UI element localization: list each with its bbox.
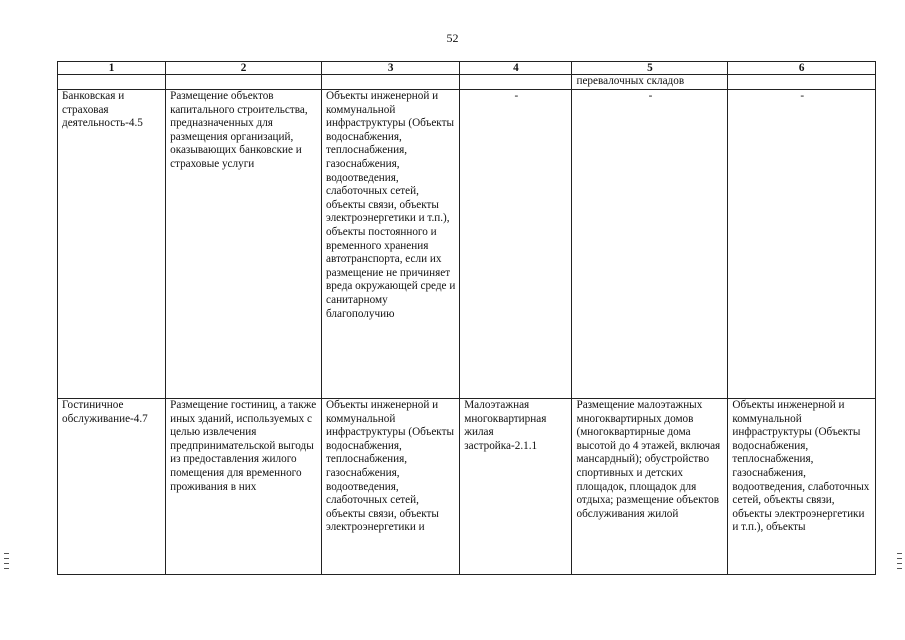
table-cell: Размещение объектов капитального строительства, предназначенных для размещения организаций, оказывающих банковские и страховые услуги — [166, 90, 322, 399]
table-cell: - — [572, 90, 728, 399]
table-cell — [728, 75, 876, 90]
table-cell: - — [460, 90, 572, 399]
table-cell: Малоэтажная многоквартирная жилая застройка-2.1.1 — [460, 399, 572, 575]
table-cell — [322, 75, 460, 90]
column-header: 1 — [58, 62, 166, 75]
table-row — [58, 399, 876, 575]
table-cell — [166, 75, 322, 90]
table-cell — [460, 75, 572, 90]
table-cell: - — [728, 90, 876, 399]
table-cell — [58, 75, 166, 90]
table-cell: Гостиничное обслуживание-4.7 — [58, 399, 166, 575]
scan-edge-marks-left — [4, 553, 10, 573]
column-header: 5 — [572, 62, 728, 75]
table-cell: Объекты инженерной и коммунальной инфраструктуры (Объекты водоснабжения, теплоснабжения, газоснабжения, водоотведения, слаботочных сетей, объекты связи, объекты электроэнергетики и т.п.), объекты — [728, 399, 876, 575]
page-number: 52 — [446, 31, 459, 45]
column-header: 3 — [322, 62, 460, 75]
column-header: 2 — [166, 62, 322, 75]
table-cell: Размещение малоэтажных многоквартирных домов (многоквартирные дома высотой до 4 этажей, включая мансардный); обустройство спортивных и детских площадок, площадок для отдыха; размещение объектов обслуживания жилой — [572, 399, 728, 575]
column-header: 6 — [728, 62, 876, 75]
table-cell: Объекты инженерной и коммунальной инфраструктуры (Объекты водоснабжения, теплоснабжения, газоснабжения, водоотведения, слаботочных сетей, объекты связи, объекты электроэнергетики и т.п.), объекты постоянного и временного хранения автотранспорта, если их размещение не причиняет вреда окружающей среде и санитарному благополучию — [322, 90, 460, 399]
table-cell: Банковская и страховая деятельность-4.5 — [58, 90, 166, 399]
table-cell: перевалочных складов — [572, 75, 728, 90]
table-cell: Объекты инженерной и коммунальной инфраструктуры (Объекты водоснабжения, теплоснабжения, газоснабжения, водоотведения, слаботочных сетей, объекты связи, объекты электроэнергетики и — [322, 399, 460, 575]
table-row — [58, 90, 876, 399]
column-header: 4 — [460, 62, 572, 75]
scan-edge-marks-right — [897, 553, 903, 573]
table-header-row — [58, 62, 876, 75]
land-use-table — [57, 61, 876, 575]
table-cell: Размещение гостиниц, а также иных зданий, используемых с целью извлечения предпринимательской выгоды из предоставления жилого помещения для временного проживания в них — [166, 399, 322, 575]
table-row — [58, 75, 876, 90]
